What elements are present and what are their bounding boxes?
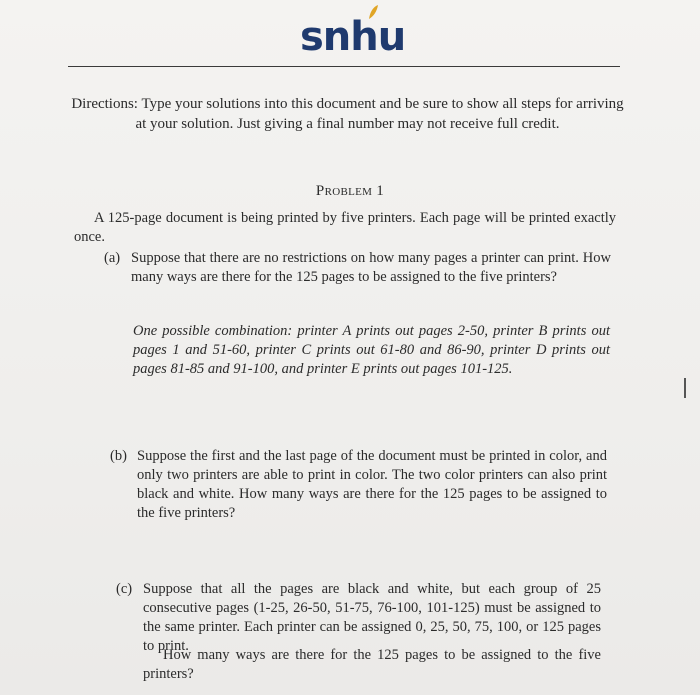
part-a-text: Suppose that there are no restrictions on how many pages a printer can print. How many ways are there for the 125 pages to be assigned to the five printers? [131,250,611,285]
problem-title: Problem 1 [315,183,385,199]
part-b-text: Suppose the first and the last page of the document must be printed in color, and only two printers are able to print in color. The two color printers can also print black and white. How many ways are there for the 125 pages to be assigned to the five printers? [137,448,607,521]
snhu-logo: snhu [300,14,406,60]
header-divider [68,66,620,67]
part-c-label: (c) [116,581,133,597]
part-a [104,249,611,287]
part-c-question: How many ways are there for the 125 pages to be assigned to the five printers? [143,647,601,682]
part-b-label: (b) [110,448,127,464]
leaf-icon [367,4,379,20]
part-b [110,447,607,523]
example-combination: One possible combination: printer A prints out pages 2-50, printer B prints out pages 1 and 51-60, printer C prints out 61-80 and 86-90, printer D prints out pages 81-85 and 91-100, and printer E prints out pages 101-125. [133,323,610,377]
margin-mark [684,378,686,398]
directions-text: Directions: Type your solutions into this document and be sure to show all steps for arriving at your solution. Just giving a final number may not receive full credit. [71,96,624,132]
part-c-text: Suppose that all the pages are black and white, but each group of 25 consecutive pages (1-25, 26-50, 51-75, 76-100, 101-125) must be assigned to the same printer. Each printer can be assigned 0, 25, 50, 75, 100, or 125 pages to print. [143,581,601,654]
problem-intro: A 125-page document is being printed by five printers. Each page will be printed exactly once. [74,210,616,245]
part-a-label: (a) [104,250,121,266]
part-c [116,580,601,656]
